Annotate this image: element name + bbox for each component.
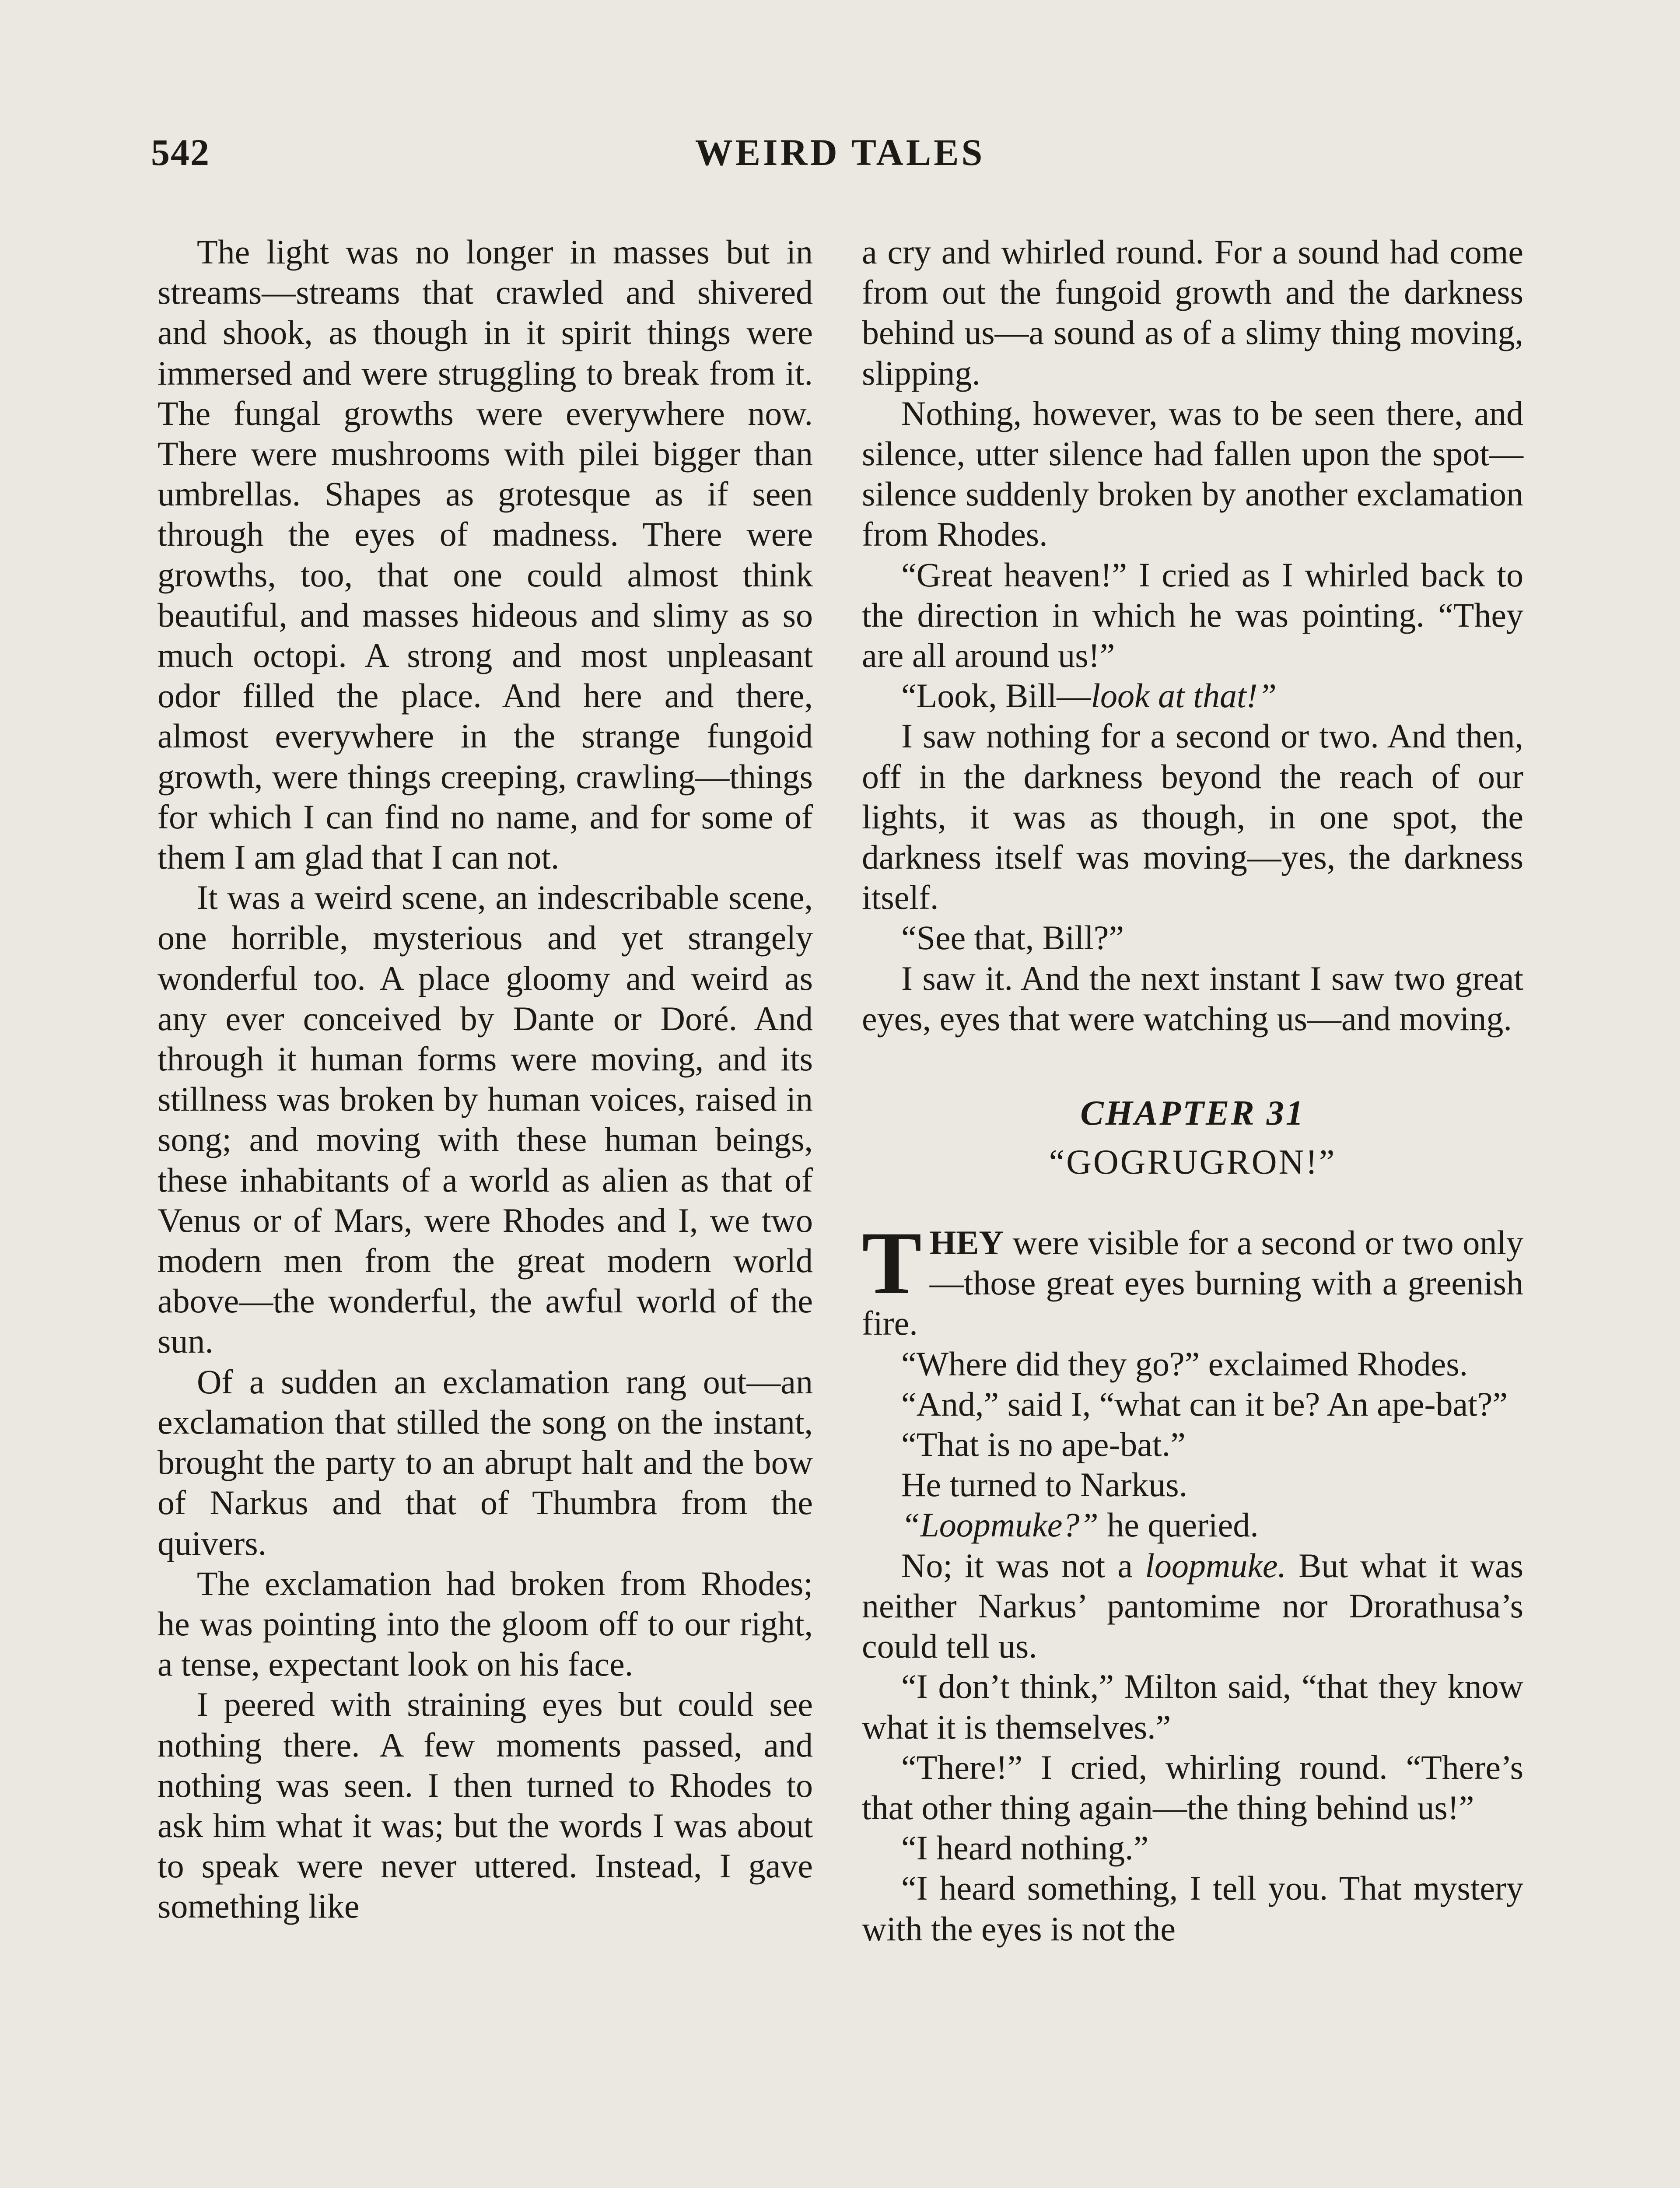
paragraph: “I don’t think,” Milton said, “that they know what it is themselves.”: [862, 1667, 1523, 1746]
paragraph: Of a sudden an exclamation rang out—an exclamation that stilled the song on the instant, brought the party to an abrupt halt and the bow of Narkus and that of Thumbra from the quivers.: [158, 1362, 813, 1562]
paragraph: I saw nothing for a second or two. And then, off in the darkness beyond the reach of our lights, it was as though, in one spot, the darkness itself was moving—yes, the darkness itself.: [862, 717, 1523, 917]
paragraph: “Where did they go?” exclaimed Rhodes.: [901, 1344, 1468, 1383]
italic-word: loopmuke.: [1145, 1546, 1286, 1585]
small-caps-word: HEY: [929, 1224, 1004, 1262]
paragraph: “I heard something, I tell you. That mystery with the eyes is not the: [862, 1869, 1523, 1948]
paragraph: The exclamation had broken from Rhodes; he was pointing into the gloom off to our right, a tense, expectant look on his face.: [158, 1564, 813, 1683]
page-header: [151, 130, 1529, 183]
paragraph: “That is no ape-bat.”: [901, 1425, 1186, 1464]
paragraph: The light was no longer in masses but in streams—streams that crawled and shivered and shook, as though in it spirit things were immersed and were struggling to break from it. The fungal growths were everywhere now. There were mushrooms with pilei bigger than umbrellas. Shapes as grotesque as if seen through the eyes of madness. There were growths, too, that one could almost think beautiful, and masses hideous and slimy as so much octopi. A strong and most unpleasant odor filled the place. And here and there, almost everywhere in the strange fungoid growth, were things creeping, crawling—things for which I can find no name, and for some of them I am glad that I can not.: [158, 233, 813, 877]
left-column: [158, 232, 813, 1927]
paragraph: “There!” I cried, whirling round. “There’s that other thing again—the thing behind us!”: [862, 1748, 1523, 1827]
paragraph: “Great heaven!” I cried as I whirled back to the direction in which he was pointing. “They are all around us!”: [862, 555, 1523, 675]
chapter-title: “GOGRUGRON!”: [1049, 1143, 1337, 1182]
text-part: But what it was neither Narkus’ pantomime nor Drorathusa’s could tell us.: [862, 1546, 1524, 1666]
paragraph: I saw it. And the next instant I saw two great eyes, eyes that were watching us—and moving.: [862, 959, 1523, 1038]
chapter-first-paragraph: [862, 1213, 1524, 1344]
paragraph: [862, 1505, 1523, 1545]
quote-italic: look at that!”: [1091, 677, 1277, 715]
text-part: No; it was not a: [901, 1546, 1145, 1585]
paragraph: “And,” said I, “what can it be? An ape-bat?”: [901, 1385, 1508, 1423]
paragraph: Nothing, however, was to be seen there, and silence, utter silence had fallen upon the spot—silence suddenly broken by another exclamation from Rhodes.: [862, 394, 1523, 554]
drop-cap: T: [862, 1213, 922, 1313]
paragraph: “I heard nothing.”: [901, 1829, 1149, 1867]
paragraph: “See that, Bill?”: [901, 919, 1124, 957]
paragraph: It was a weird scene, an indescribable scene, one horrible, mysterious and yet strangely wonderful too. A place gloomy and weird as any ever conceived by Dante or Doré. And through it human forms were moving, and its stillness was broken by human voices, raised in song; and moving with these human beings, these inhabitants of a world as alien as that of Venus or of Mars, were Rhodes and I, we two modern men from the great modern world above—the wonderful, the awful world of the sun.: [158, 878, 813, 1360]
page-number: 542: [151, 131, 210, 173]
paragraph-continuation: a cry and whirled round. For a sound had come from out the fungoid growth and the darkness behind us—a sound as of a slimy thing moving, slipping.: [862, 233, 1523, 392]
chapter-heading: CHAPTER 31: [1080, 1094, 1305, 1133]
right-column: [862, 232, 1523, 1949]
quote-italic: “Loopmuke?”: [901, 1506, 1099, 1544]
quote-text: “Look, Bill—: [901, 677, 1091, 715]
paragraph: [862, 1546, 1523, 1667]
quote-text: he queried.: [1098, 1506, 1259, 1544]
running-title: WEIRD TALES: [695, 131, 985, 173]
first-paragraph-text: were visible for a second or two only—those great eyes burning with a greenish fire.: [862, 1224, 1524, 1343]
paragraph: [862, 676, 1523, 716]
paragraph: He turned to Narkus.: [901, 1466, 1188, 1504]
paragraph: I peered with straining eyes but could see nothing there. A few moments passed, and nothing was seen. I then turned to Rhodes to ask him what it was; but the words I was about to speak were never uttered. Instead, I gave something like: [158, 1685, 813, 1925]
